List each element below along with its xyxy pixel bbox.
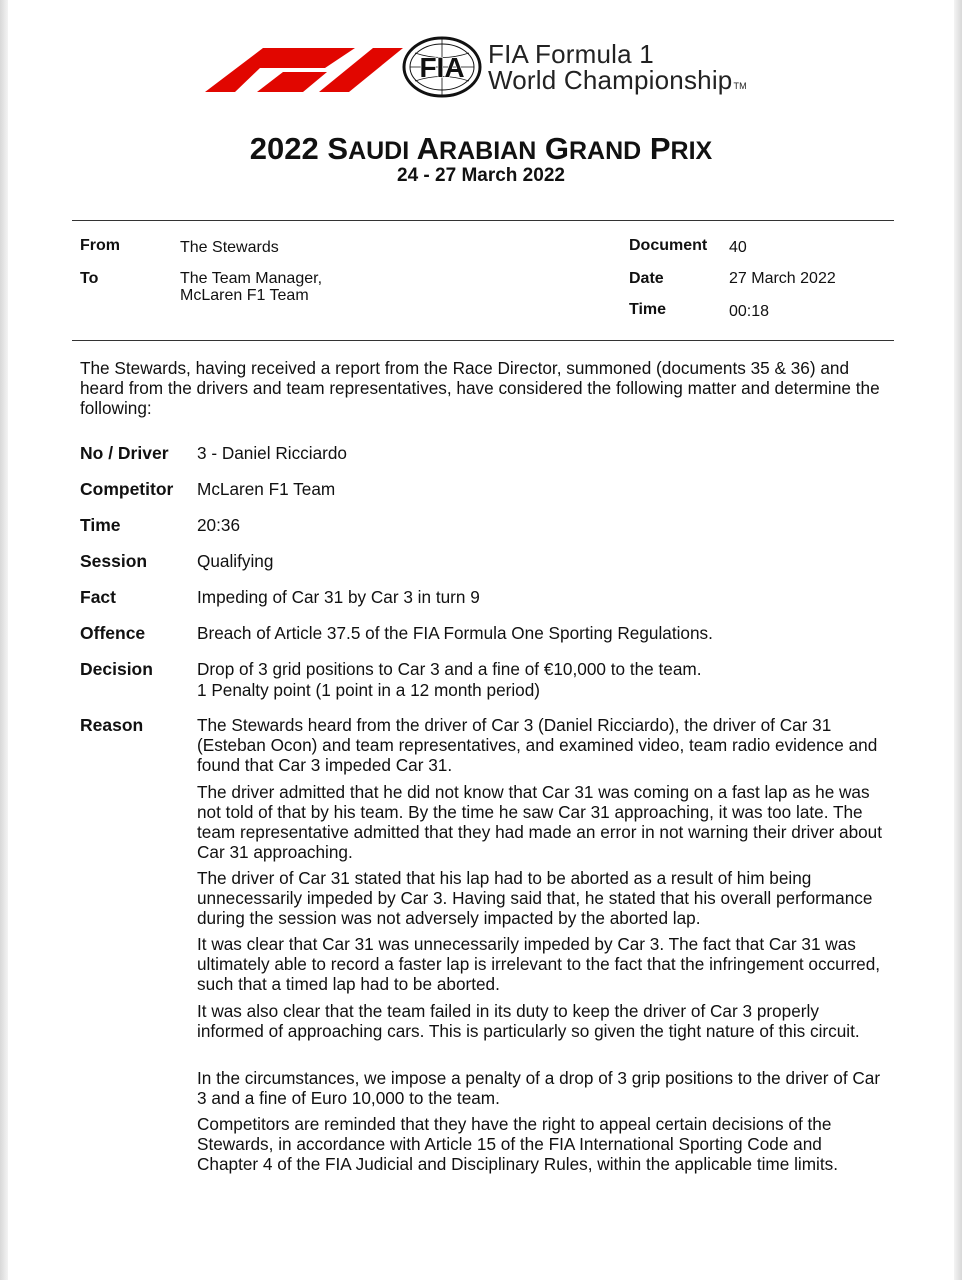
title-svg-text: 2022 SAUDI ARABIAN GRAND PRIX	[249, 131, 713, 166]
document-label: Document	[629, 237, 708, 254]
reason-paragraph-1: The Stewards heard from the driver of Car 3 (Daniel Ricciardo), the driver of Car 31 (Esteban Ocon) and team representatives, and examined video, team radio evidence and found that Car 3 impeded Car 31.	[197, 715, 878, 775]
divider-top	[72, 220, 894, 221]
document-title	[0, 130, 962, 166]
time-value: 00:18	[729, 303, 770, 320]
decision-value-line-2: 1 Penalty point (1 point in a 12 month period)	[197, 680, 541, 700]
offence-label: Offence	[80, 623, 146, 643]
time-label: Time	[629, 301, 667, 318]
incident-time-label: Time	[80, 515, 121, 535]
from-label: From	[80, 237, 120, 254]
competitor-label: Competitor	[80, 479, 174, 499]
offence-value: Breach of Article 37.5 of the FIA Formula One Sporting Regulations.	[197, 623, 713, 643]
trademark: TM	[733, 81, 747, 91]
driver-value: 3 - Daniel Ricciardo	[197, 443, 347, 463]
session-value: Qualifying	[197, 551, 274, 571]
fia-seal-text: FIA	[419, 52, 465, 83]
driver-label: No / Driver	[80, 443, 169, 463]
to-value-line-1: The Team Manager,	[180, 270, 323, 287]
intro-paragraph: The Stewards, having received a report from the Race Director, summoned (documents 35 & 36) and heard from the drivers and team representatives, have considered the following matter and determine the following:	[80, 358, 880, 418]
incident-time-value: 20:36	[197, 515, 241, 535]
event-dates: 24 - 27 March 2022	[397, 165, 565, 186]
document-value: 40	[729, 239, 747, 256]
document-header	[205, 36, 785, 98]
from-value: The Stewards	[180, 239, 279, 256]
to-value-line-2: McLaren F1 Team	[180, 287, 309, 304]
brand-line-2	[488, 66, 747, 100]
document-title-text	[221, 130, 741, 166]
page-edge-left	[0, 0, 8, 1280]
fact-value: Impeding of Car 31 by Car 3 in turn 9	[197, 587, 480, 607]
fia-seal-icon	[401, 36, 483, 98]
reason-paragraph-2: The driver admitted that he did not know that Car 31 was coming on a fast lap as he was not told of that by his team. By the time he saw Car 31 approaching, it was too late. The team representative admitted that they had made an error in not warning their driver about Car 31 approaching.	[197, 782, 883, 862]
reason-paragraph-5: It was also clear that the team failed in its duty to keep the driver of Car 3 properly informed of approaching cars. This is particularly so given the tight nature of this circuit.	[197, 1001, 860, 1041]
f1-logo-icon	[205, 40, 403, 92]
brand-line-1: FIA Formula 1	[488, 39, 654, 69]
decision-value-line-1: Drop of 3 grid positions to Car 3 and a fine of €10,000 to the team.	[197, 659, 702, 679]
reason-paragraph-7: Competitors are reminded that they have the right to appeal certain decisions of the Stewards, in accordance with Article 15 of the FIA International Sporting Code and Chapter 4 of the FIA Judicial and Disciplinary Rules, within the applicable time limits.	[197, 1114, 839, 1174]
divider-bottom	[72, 340, 894, 341]
reason-paragraph-6: In the circumstances, we impose a penalty of a drop of 3 grip positions to the driver of Car 3 and a fine of Euro 10,000 to the team.	[197, 1068, 881, 1108]
reason-label: Reason	[80, 715, 144, 735]
reason-paragraph-4: It was clear that Car 31 was unnecessarily impeded by Car 3. The fact that Car 31 was ultimately able to record a faster lap is irrelevant to the fact that the infringement occurred, such that a timed lap had to be aborted.	[197, 934, 881, 994]
competitor-value: McLaren F1 Team	[197, 479, 336, 499]
fact-label: Fact	[80, 587, 116, 607]
date-value: 27 March 2022	[729, 270, 836, 287]
brand-line-2-text: World Championship	[488, 65, 733, 95]
date-label: Date	[629, 270, 664, 287]
reason-paragraph-3: The driver of Car 31 stated that his lap had to be aborted as a result of him being unnecessarily impeded by Car 3. Having said that, he stated that his overall performance during the session was not adversely impacted by the aborted lap.	[197, 868, 873, 928]
session-label: Session	[80, 551, 148, 571]
decision-label: Decision	[80, 659, 153, 679]
page-edge-right	[954, 0, 962, 1280]
to-label: To	[80, 270, 99, 287]
